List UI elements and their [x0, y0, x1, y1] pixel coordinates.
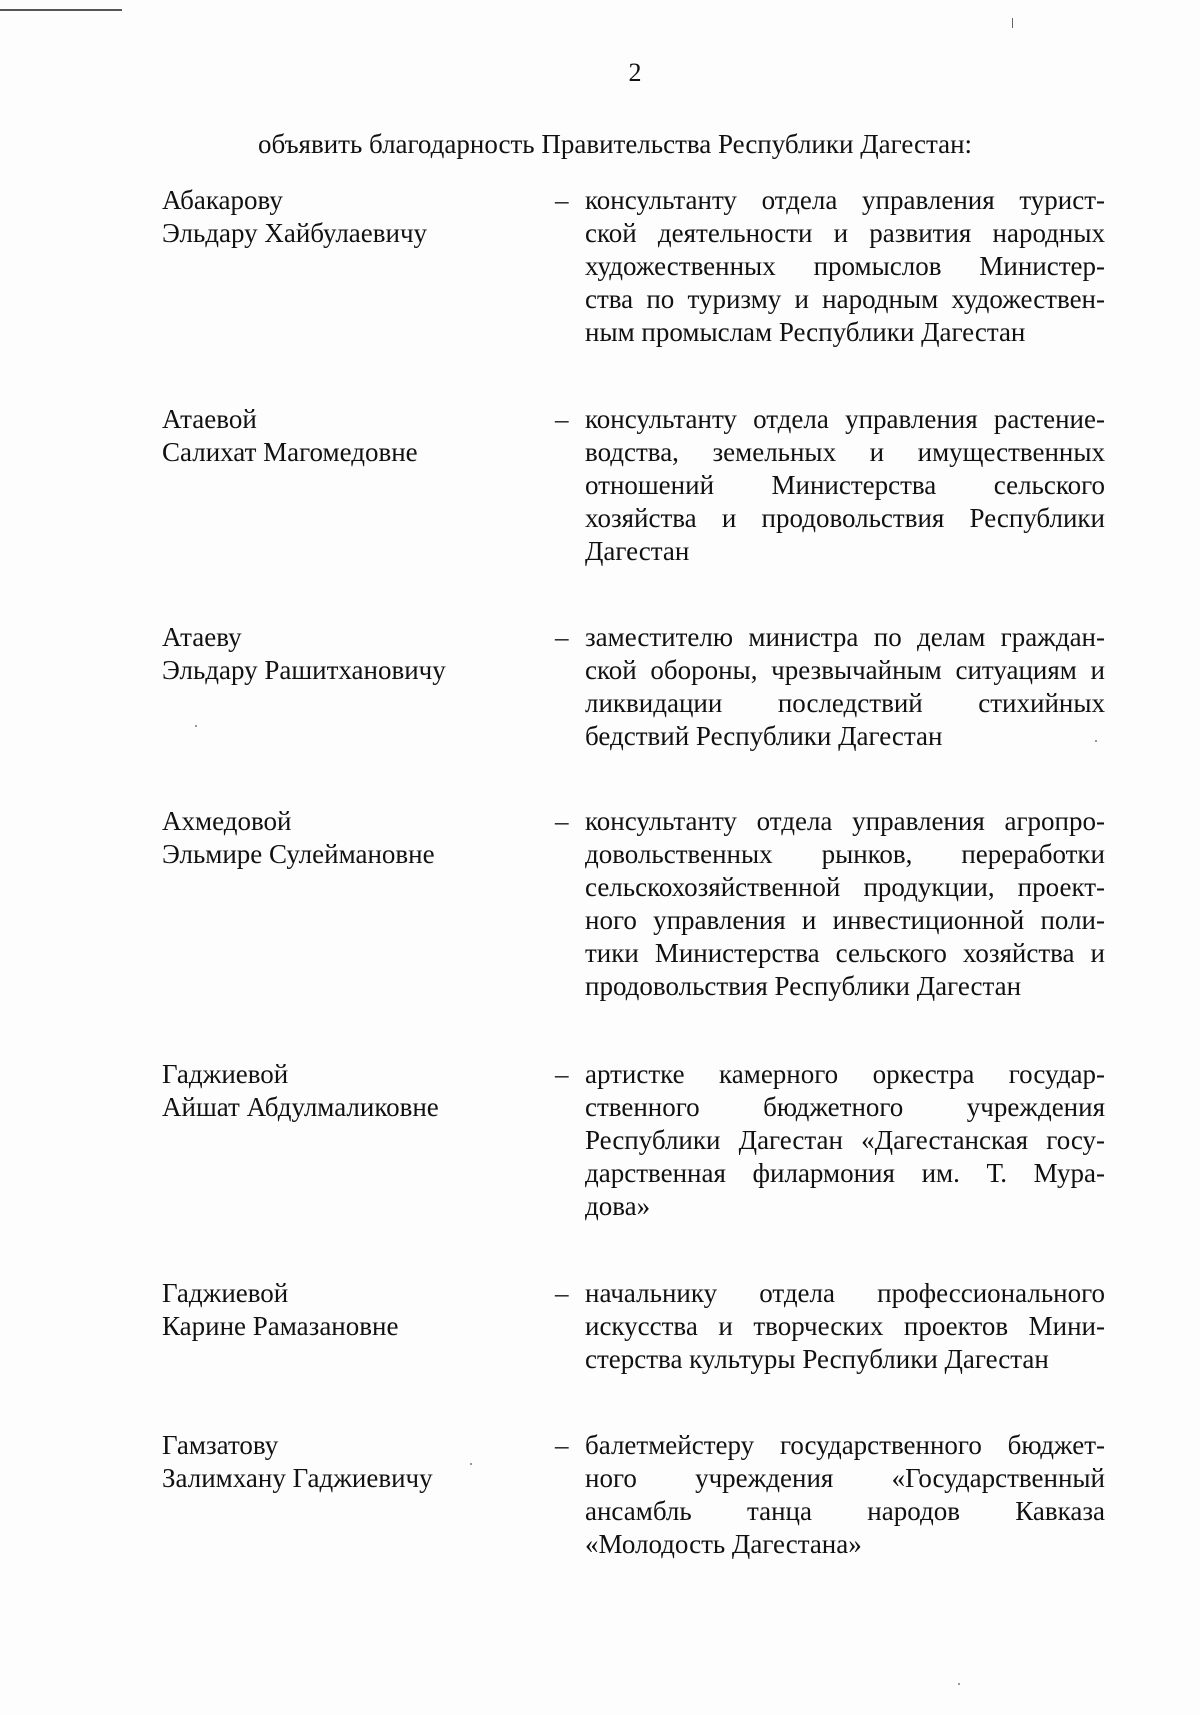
position-line: ской деятельности и развития народных — [585, 218, 1105, 248]
scan-speck — [195, 725, 197, 727]
scan-edge-rule — [0, 9, 122, 11]
entry-dash: – — [555, 806, 569, 836]
scan-mark — [1012, 18, 1013, 28]
position-line: водства, земельных и имущественных — [585, 437, 1105, 467]
recipient-name — [162, 805, 542, 871]
position-line: ства по туризму и народным художествен- — [585, 284, 1105, 314]
position-line: дова» — [585, 1191, 651, 1221]
position-line: дарственная филармония им. Т. Мура- — [585, 1158, 1105, 1188]
position-line: продовольствия Республики Дагестан — [585, 971, 1022, 1001]
recipient-given-names: Карине Рамазановне — [162, 1311, 399, 1341]
recipient-surname: Атаевой — [162, 404, 257, 434]
position-line: Дагестан — [585, 536, 690, 566]
entry-dash: – — [555, 1430, 569, 1460]
position-line: ного управления и инвестиционной поли- — [585, 905, 1105, 935]
entry-dash: – — [555, 1059, 569, 1089]
recipient-given-names: Эльмире Сулеймановне — [162, 839, 435, 869]
position-line: художественных промыслов Министер- — [585, 251, 1105, 281]
entry-dash: – — [555, 185, 569, 215]
position-line: «Молодость Дагестана» — [585, 1529, 862, 1559]
recipient-name — [162, 1277, 542, 1343]
recipient-given-names: Айшат Абдулмаликовне — [162, 1092, 439, 1122]
recipient-position — [585, 1277, 1105, 1376]
scan-speck — [958, 1683, 960, 1685]
recipient-name — [162, 1429, 542, 1495]
position-line: консультанту отдела управления растение- — [585, 404, 1105, 434]
position-line: искусства и творческих проектов Мини- — [585, 1311, 1105, 1341]
recipient-position — [585, 1058, 1105, 1223]
position-line: Республики Дагестан «Дагестанская госу- — [585, 1125, 1105, 1155]
position-line: балетмейстеру государственного бюджет- — [585, 1430, 1105, 1460]
position-line: начальнику отдела профессионального — [585, 1278, 1105, 1308]
entry-dash: – — [555, 622, 569, 652]
recipient-name — [162, 184, 542, 250]
position-line: ансамбль танца народов Кавказа — [585, 1496, 1105, 1526]
recipient-given-names: Эльдару Рашитхановичу — [162, 655, 446, 685]
recipient-surname: Ахмедовой — [162, 806, 292, 836]
position-line: ным промыслам Республики Дагестан — [585, 317, 1026, 347]
recipient-surname: Гамзатову — [162, 1430, 279, 1460]
position-line: стерства культуры Республики Дагестан — [585, 1344, 1049, 1374]
intro-statement: объявить благодарность Правительства Республики Дагестан: — [258, 129, 973, 159]
position-line: ской обороны, чрезвычайным ситуациям и — [585, 655, 1105, 685]
position-line: ного учреждения «Государственный — [585, 1463, 1105, 1493]
page-number: 2 — [628, 58, 642, 87]
recipient-position — [585, 1429, 1105, 1561]
position-line: заместителю министра по делам граждан- — [585, 622, 1105, 652]
entry-dash: – — [555, 404, 569, 434]
recipient-surname: Абакарову — [162, 185, 283, 215]
position-line: отношений Министерства сельского — [585, 470, 1105, 500]
recipient-position — [585, 805, 1105, 1003]
recipient-surname: Атаеву — [162, 622, 242, 652]
recipient-name — [162, 403, 542, 469]
position-line: сельскохозяйственной продукции, проект- — [585, 872, 1105, 902]
recipient-surname: Гаджиевой — [162, 1278, 289, 1308]
recipient-given-names: Залимхану Гаджиевичу — [162, 1463, 433, 1493]
position-line: ственного бюджетного учреждения — [585, 1092, 1105, 1122]
recipient-position — [585, 184, 1105, 349]
position-line: бедствий Республики Дагестан — [585, 721, 943, 751]
position-line: хозяйства и продовольствия Республики — [585, 503, 1105, 533]
position-line: артистке камерного оркестра государ- — [585, 1059, 1105, 1089]
recipient-name — [162, 1058, 542, 1124]
position-line: ликвидации последствий стихийных — [585, 688, 1105, 718]
position-line: тики Министерства сельского хозяйства и — [585, 938, 1105, 968]
position-line: консультанту отдела управления турист- — [585, 185, 1105, 215]
recipient-given-names: Эльдару Хайбулаевичу — [162, 218, 428, 248]
recipient-position — [585, 403, 1105, 568]
recipient-surname: Гаджиевой — [162, 1059, 289, 1089]
position-line: довольственных рынков, переработки — [585, 839, 1105, 869]
recipient-position — [585, 621, 1105, 753]
recipient-given-names: Салихат Магомедовне — [162, 437, 418, 467]
recipient-name — [162, 621, 542, 687]
entry-dash: – — [555, 1278, 569, 1308]
position-line: консультанту отдела управления агропро- — [585, 806, 1105, 836]
